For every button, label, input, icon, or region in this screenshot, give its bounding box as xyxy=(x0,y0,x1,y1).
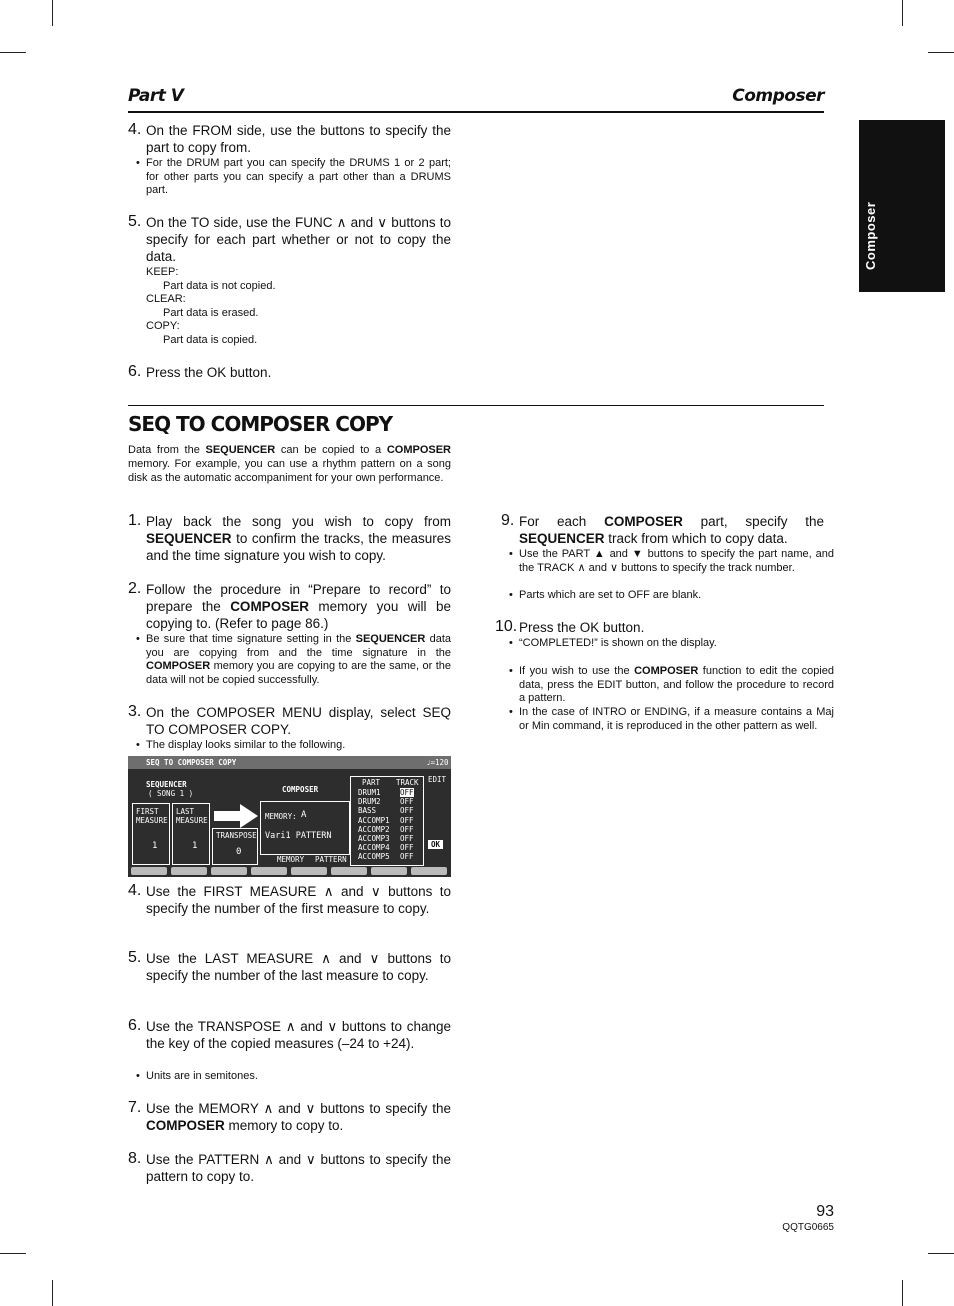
up-down-button[interactable] xyxy=(171,867,207,875)
step-6-top xyxy=(128,364,451,381)
step-text: Play back the song you wish to copy from SEQUENCER to confirm the tracks, the measures and the time signature you wish to copy. xyxy=(146,514,451,563)
option-label: CLEAR: xyxy=(146,293,186,305)
side-tab-label: Composer xyxy=(863,201,878,270)
step-text: On the FROM side, use the buttons to specify the part to copy from. xyxy=(146,123,451,155)
option-label: KEEP: xyxy=(146,266,179,278)
step-text: Use the PATTERN ∧ and ∨ buttons to specify the pattern to copy to. xyxy=(146,1152,451,1184)
step-number: 4. xyxy=(128,121,142,138)
step-number: 5. xyxy=(128,213,142,230)
note: • “COMPLETED!” is shown on the display. xyxy=(509,637,834,651)
step-number: 2. xyxy=(128,580,142,597)
step-8 xyxy=(128,1151,451,1185)
up-down-button[interactable] xyxy=(291,867,327,875)
track-row-value[interactable]: OFF xyxy=(400,806,414,816)
step-4-top xyxy=(128,122,451,156)
step-text: For each COMPOSER part, specify the SEQUENCER track from which to copy data. xyxy=(519,514,824,546)
header-part: Part V xyxy=(128,86,184,106)
crop-mark xyxy=(52,0,53,26)
step-number: 8. xyxy=(128,1150,142,1167)
crop-mark xyxy=(902,0,903,26)
track-row-value[interactable]: OFF xyxy=(400,788,414,797)
part-row-name[interactable]: ACCOMP3 xyxy=(358,834,390,843)
track-row-value[interactable]: OFF xyxy=(400,824,414,834)
note: • Be sure that time signature setting in the SEQUENCER data you are copying from and the time signature in the COMPOSER memory you are copying to are the same, or the data will not be copied successfully. xyxy=(136,633,451,688)
header-section: Composer xyxy=(732,86,824,106)
memory-button[interactable]: MEMORY xyxy=(277,855,305,864)
step-4 xyxy=(128,883,451,917)
crop-mark xyxy=(928,1253,954,1254)
ok-button[interactable]: OK xyxy=(428,840,443,849)
part-row-name[interactable]: ACCOMP2 xyxy=(358,824,390,834)
first-measure-label: FIRST MEASURE xyxy=(136,807,168,825)
track-row-value[interactable]: OFF xyxy=(400,843,414,853)
memory-value: A xyxy=(301,810,307,820)
edit-button[interactable]: EDIT xyxy=(428,775,447,784)
last-measure-label: LAST MEASURE xyxy=(176,807,208,825)
step-text: Follow the procedure in “Prepare to record” to prepare the COMPOSER memory you will be copying to. (Refer to page 86.) xyxy=(146,582,451,631)
track-row-value[interactable]: OFF xyxy=(400,797,414,807)
side-tab xyxy=(859,120,945,292)
note: • Parts which are set to OFF are blank. xyxy=(509,589,834,603)
note: • In the case of INTRO or ENDING, if a measure contains a Maj or Min command, it is reproduced in the other pattern as well. xyxy=(509,706,834,733)
step-1 xyxy=(128,513,451,564)
header-rule xyxy=(128,111,824,113)
arrow-right-icon xyxy=(212,802,260,830)
option-desc: Part data is copied. xyxy=(163,334,258,346)
up-down-button[interactable] xyxy=(371,867,407,875)
part-row-name[interactable]: DRUM2 xyxy=(358,797,381,807)
note: • Units are in semitones. xyxy=(136,1070,451,1084)
note: • For the DRUM part you can specify the DRUMS 1 or 2 part; for other parts you can specify a part other than a DRUMS part. xyxy=(136,157,451,198)
display-tempo: ♩=120 xyxy=(426,758,449,767)
part-row-name[interactable]: BASS xyxy=(358,806,377,816)
section-rule xyxy=(128,405,824,406)
display-sequencer: SEQUENCER xyxy=(146,780,187,789)
display-title: SEQ TO COMPOSER COPY xyxy=(146,758,237,767)
step-5-top xyxy=(128,214,451,265)
step-10 xyxy=(495,619,824,636)
option-desc: Part data is not copied. xyxy=(163,280,276,292)
step-number: 4. xyxy=(128,882,142,899)
step-number: 10. xyxy=(495,618,518,635)
document-code: QQTG0665 xyxy=(782,1222,834,1233)
step-number: 3. xyxy=(128,703,142,720)
up-down-button[interactable] xyxy=(411,867,447,875)
step-text: On the TO side, use the FUNC ∧ and ∨ buttons to specify for each part whether or not to copy the data. xyxy=(146,215,451,264)
step-7 xyxy=(128,1100,451,1134)
up-down-button[interactable] xyxy=(251,867,287,875)
first-measure-value: 1 xyxy=(152,841,158,851)
step-text: Use the FIRST MEASURE ∧ and ∨ buttons to specify the number of the first measure to copy. xyxy=(146,884,451,916)
step-6 xyxy=(128,1018,451,1052)
up-down-button[interactable] xyxy=(331,867,367,875)
pattern-button[interactable]: PATTERN xyxy=(315,855,347,864)
step-3 xyxy=(128,704,451,738)
step-text: Press the OK button. xyxy=(146,365,272,380)
display-screenshot xyxy=(128,756,451,877)
display-composer: COMPOSER xyxy=(282,785,319,794)
step-number: 9. xyxy=(501,512,515,529)
step-text: Use the LAST MEASURE ∧ and ∨ buttons to specify the number of the last measure to copy. xyxy=(146,951,451,983)
transpose-value: 0 xyxy=(236,847,242,857)
option-desc: Part data is erased. xyxy=(163,307,259,319)
section-title: SEQ TO COMPOSER COPY xyxy=(128,412,393,436)
step-text: Use the MEMORY ∧ and ∨ buttons to specify the COMPOSER memory to copy to. xyxy=(146,1101,451,1133)
step-9 xyxy=(501,513,824,547)
crop-mark xyxy=(0,1253,26,1254)
track-header: TRACK xyxy=(396,778,419,787)
part-row-name[interactable]: ACCOMP5 xyxy=(358,852,390,862)
option-label: COPY: xyxy=(146,320,180,332)
step-text: Press the OK button. xyxy=(519,620,645,635)
page-number: 93 xyxy=(816,1203,834,1220)
track-row-value[interactable]: OFF xyxy=(400,815,414,825)
step-text: Use the TRANSPOSE ∧ and ∨ buttons to change the key of the copied measures (–24 to +24). xyxy=(146,1019,451,1051)
part-row-name[interactable]: DRUM1 xyxy=(358,788,381,797)
note: • The display looks similar to the following. xyxy=(136,739,451,753)
intro-paragraph: Data from the SEQUENCER can be copied to a COMPOSER memory. For example, you can use a rhythm pattern on a song disk as the automatic accompaniment for your own performance. xyxy=(128,444,451,484)
step-number: 6. xyxy=(128,363,142,380)
step-number: 7. xyxy=(128,1099,142,1116)
part-header: PART xyxy=(362,778,381,787)
display-song: ( SONG 1 ) xyxy=(148,789,194,798)
track-row-value[interactable]: OFF xyxy=(400,852,414,862)
memory-label: MEMORY: xyxy=(265,812,297,821)
step-text: On the COMPOSER MENU display, select SEQ TO COMPOSER COPY. xyxy=(146,705,451,737)
pattern-value: Vari1 PATTERN xyxy=(265,831,332,841)
up-down-button[interactable] xyxy=(131,867,167,875)
crop-mark xyxy=(928,52,954,53)
step-number: 6. xyxy=(128,1017,142,1034)
step-2 xyxy=(128,581,451,632)
step-5 xyxy=(128,950,451,984)
last-measure-value: 1 xyxy=(192,841,198,851)
part-row-name[interactable]: ACCOMP4 xyxy=(358,843,390,853)
step-number: 5. xyxy=(128,949,142,966)
crop-mark xyxy=(902,1280,903,1306)
track-row-value[interactable]: OFF xyxy=(400,834,414,843)
note: • Use the PART ▲ and ▼ buttons to specify the part name, and the TRACK ∧ and ∨ buttons to specify the track number. xyxy=(509,548,834,575)
up-down-button[interactable] xyxy=(211,867,247,875)
crop-mark xyxy=(52,1280,53,1306)
transpose-label: TRANSPOSE xyxy=(216,831,257,840)
note: • If you wish to use the COMPOSER function to edit the copied data, press the EDIT button, and follow the procedure to record a pattern. xyxy=(509,665,834,706)
part-row-name[interactable]: ACCOMP1 xyxy=(358,815,390,825)
crop-mark xyxy=(0,52,26,53)
step-number: 1. xyxy=(128,512,142,529)
